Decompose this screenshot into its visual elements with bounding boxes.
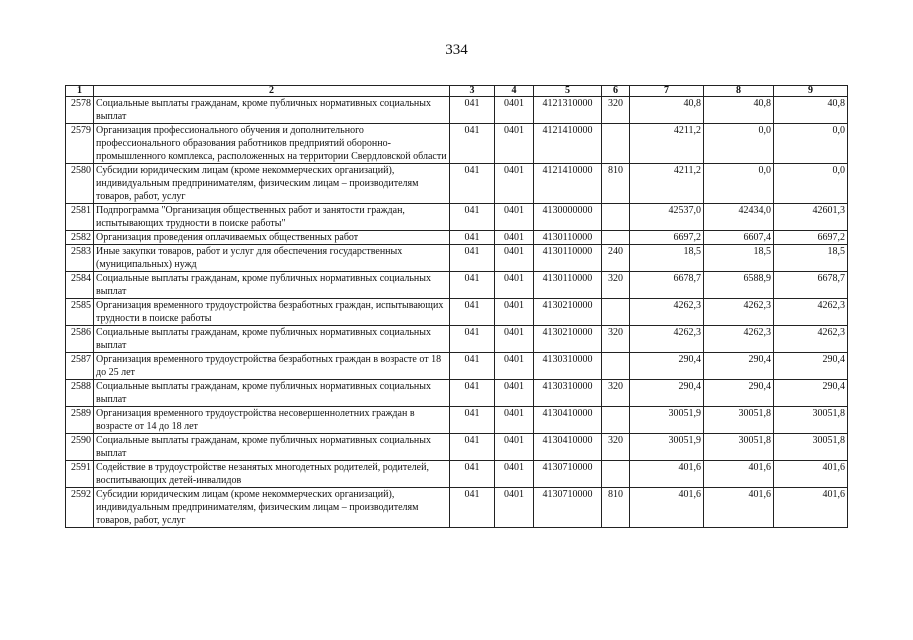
row-amount-7: 401,6: [630, 461, 704, 488]
row-amount-9: 290,4: [774, 353, 848, 380]
row-amount-8: 0,0: [704, 124, 774, 164]
row-code-6: [602, 124, 630, 164]
column-header: 9: [774, 86, 848, 97]
row-amount-9: 42601,3: [774, 204, 848, 231]
row-code-4: 0401: [495, 434, 534, 461]
row-number: 2589: [66, 407, 94, 434]
row-code-4: 0401: [495, 97, 534, 124]
row-name: Социальные выплаты гражданам, кроме публичных нормативных социальных выплат: [94, 272, 450, 299]
row-name: Организация профессионального обучения и дополнительного профессионального образования работников предприятий оборонно-промышленного комплекса, расположенных на территории Свердловской области: [94, 124, 450, 164]
row-code-3: 041: [450, 299, 495, 326]
row-code-6: [602, 461, 630, 488]
row-amount-9: 401,6: [774, 488, 848, 528]
table-body: [66, 97, 848, 528]
row-number: 2586: [66, 326, 94, 353]
row-name: Субсидии юридическим лицам (кроме некоммерческих организаций), индивидуальным предпринимателям, физическим лицам – производителям товаров, работ, услуг: [94, 164, 450, 204]
row-code-5: 4130210000: [534, 299, 602, 326]
row-code-4: 0401: [495, 326, 534, 353]
row-code-4: 0401: [495, 231, 534, 245]
row-number: 2578: [66, 97, 94, 124]
row-name: Содействие в трудоустройстве незанятых многодетных родителей, родителей, воспитывающих детей-инвалидов: [94, 461, 450, 488]
table-row: [66, 164, 848, 204]
row-number: 2583: [66, 245, 94, 272]
row-number: 2585: [66, 299, 94, 326]
row-amount-7: 4211,2: [630, 164, 704, 204]
table-row: [66, 204, 848, 231]
row-code-4: 0401: [495, 380, 534, 407]
table-header-row: [66, 86, 848, 97]
row-number: 2590: [66, 434, 94, 461]
row-amount-9: 30051,8: [774, 407, 848, 434]
row-amount-7: 4262,3: [630, 326, 704, 353]
row-code-5: 4130110000: [534, 231, 602, 245]
row-amount-9: 290,4: [774, 380, 848, 407]
row-code-3: 041: [450, 245, 495, 272]
table-row: [66, 407, 848, 434]
row-code-3: 041: [450, 353, 495, 380]
row-number: 2592: [66, 488, 94, 528]
row-code-3: 041: [450, 434, 495, 461]
row-code-3: 041: [450, 461, 495, 488]
row-amount-7: 42537,0: [630, 204, 704, 231]
row-code-6: [602, 204, 630, 231]
row-code-5: 4130110000: [534, 272, 602, 299]
row-amount-7: 30051,9: [630, 407, 704, 434]
row-amount-8: 0,0: [704, 164, 774, 204]
row-name: Организация временного трудоустройства безработных граждан, испытывающих трудности в поиске работы: [94, 299, 450, 326]
row-code-6: 320: [602, 97, 630, 124]
row-amount-8: 30051,8: [704, 434, 774, 461]
table-row: [66, 231, 848, 245]
row-code-4: 0401: [495, 272, 534, 299]
row-code-4: 0401: [495, 245, 534, 272]
row-code-6: 320: [602, 380, 630, 407]
row-code-3: 041: [450, 164, 495, 204]
row-amount-9: 18,5: [774, 245, 848, 272]
row-code-4: 0401: [495, 299, 534, 326]
row-name: Организация временного трудоустройства безработных граждан в возрасте от 18 до 25 лет: [94, 353, 450, 380]
row-code-5: 4130410000: [534, 434, 602, 461]
row-amount-9: 401,6: [774, 461, 848, 488]
row-amount-7: 30051,9: [630, 434, 704, 461]
row-amount-8: 30051,8: [704, 407, 774, 434]
row-amount-8: 401,6: [704, 461, 774, 488]
column-header: 4: [495, 86, 534, 97]
row-number: 2591: [66, 461, 94, 488]
row-amount-9: 0,0: [774, 164, 848, 204]
row-number: 2580: [66, 164, 94, 204]
row-amount-8: 401,6: [704, 488, 774, 528]
row-code-6: 320: [602, 434, 630, 461]
row-code-5: 4121410000: [534, 124, 602, 164]
row-amount-9: 0,0: [774, 124, 848, 164]
row-amount-7: 18,5: [630, 245, 704, 272]
row-number: 2587: [66, 353, 94, 380]
row-amount-7: 290,4: [630, 380, 704, 407]
table-row: [66, 380, 848, 407]
row-amount-7: 401,6: [630, 488, 704, 528]
row-number: 2582: [66, 231, 94, 245]
row-name: Социальные выплаты гражданам, кроме публичных нормативных социальных выплат: [94, 380, 450, 407]
row-code-3: 041: [450, 204, 495, 231]
row-amount-7: 6678,7: [630, 272, 704, 299]
row-amount-9: 6697,2: [774, 231, 848, 245]
table-row: [66, 97, 848, 124]
row-code-3: 041: [450, 124, 495, 164]
row-number: 2584: [66, 272, 94, 299]
row-code-4: 0401: [495, 164, 534, 204]
row-code-6: 240: [602, 245, 630, 272]
row-code-5: 4130210000: [534, 326, 602, 353]
row-code-5: 4130410000: [534, 407, 602, 434]
row-code-6: 320: [602, 326, 630, 353]
row-code-5: 4121410000: [534, 164, 602, 204]
row-amount-8: 4262,3: [704, 299, 774, 326]
row-amount-9: 4262,3: [774, 299, 848, 326]
row-code-5: 4121310000: [534, 97, 602, 124]
row-code-6: 810: [602, 488, 630, 528]
row-code-5: 4130310000: [534, 380, 602, 407]
row-number: 2579: [66, 124, 94, 164]
row-number: 2588: [66, 380, 94, 407]
row-code-6: [602, 299, 630, 326]
row-code-5: 4130310000: [534, 353, 602, 380]
column-header: 2: [94, 86, 450, 97]
row-code-4: 0401: [495, 488, 534, 528]
row-name: Социальные выплаты гражданам, кроме публичных нормативных социальных выплат: [94, 326, 450, 353]
table-row: [66, 326, 848, 353]
column-header: 8: [704, 86, 774, 97]
row-amount-9: 4262,3: [774, 326, 848, 353]
row-code-3: 041: [450, 380, 495, 407]
row-code-5: 4130710000: [534, 461, 602, 488]
row-amount-9: 6678,7: [774, 272, 848, 299]
row-code-5: 4130000000: [534, 204, 602, 231]
row-code-3: 041: [450, 97, 495, 124]
row-amount-8: 18,5: [704, 245, 774, 272]
row-code-3: 041: [450, 231, 495, 245]
row-code-3: 041: [450, 488, 495, 528]
row-code-6: 810: [602, 164, 630, 204]
row-amount-8: 42434,0: [704, 204, 774, 231]
row-code-4: 0401: [495, 353, 534, 380]
row-code-4: 0401: [495, 407, 534, 434]
column-header: 3: [450, 86, 495, 97]
row-amount-9: 30051,8: [774, 434, 848, 461]
row-code-6: [602, 231, 630, 245]
row-amount-8: 6588,9: [704, 272, 774, 299]
row-code-3: 041: [450, 326, 495, 353]
row-code-6: [602, 407, 630, 434]
table-row: [66, 488, 848, 528]
row-name: Социальные выплаты гражданам, кроме публичных нормативных социальных выплат: [94, 97, 450, 124]
row-amount-7: 40,8: [630, 97, 704, 124]
table-row: [66, 124, 848, 164]
table-row: [66, 461, 848, 488]
row-amount-7: 4262,3: [630, 299, 704, 326]
row-code-6: 320: [602, 272, 630, 299]
row-code-4: 0401: [495, 204, 534, 231]
row-amount-8: 290,4: [704, 380, 774, 407]
row-amount-7: 290,4: [630, 353, 704, 380]
row-name: Организация временного трудоустройства несовершеннолетних граждан в возрасте от 14 до 18 лет: [94, 407, 450, 434]
row-name: Социальные выплаты гражданам, кроме публичных нормативных социальных выплат: [94, 434, 450, 461]
row-code-5: 4130710000: [534, 488, 602, 528]
row-code-3: 041: [450, 407, 495, 434]
row-code-4: 0401: [495, 461, 534, 488]
table-row: [66, 299, 848, 326]
row-amount-7: 4211,2: [630, 124, 704, 164]
page-number: 334: [445, 42, 468, 58]
row-code-4: 0401: [495, 124, 534, 164]
row-name: Организация проведения оплачиваемых общественных работ: [94, 231, 450, 245]
row-number: 2581: [66, 204, 94, 231]
row-amount-9: 40,8: [774, 97, 848, 124]
budget-table: [65, 85, 848, 528]
row-amount-8: 40,8: [704, 97, 774, 124]
row-code-3: 041: [450, 272, 495, 299]
row-amount-8: 290,4: [704, 353, 774, 380]
column-header: 6: [602, 86, 630, 97]
row-amount-7: 6697,2: [630, 231, 704, 245]
column-header: 1: [66, 86, 94, 97]
row-amount-8: 6607,4: [704, 231, 774, 245]
column-header: 7: [630, 86, 704, 97]
table-row: [66, 353, 848, 380]
table-row: [66, 272, 848, 299]
row-name: Иные закупки товаров, работ и услуг для обеспечения государственных (муниципальных) нужд: [94, 245, 450, 272]
table-row: [66, 434, 848, 461]
row-code-6: [602, 353, 630, 380]
column-header: 5: [534, 86, 602, 97]
row-amount-8: 4262,3: [704, 326, 774, 353]
row-code-5: 4130110000: [534, 245, 602, 272]
row-name: Подпрограмма "Организация общественных работ и занятости граждан, испытывающих трудности в поиске работы": [94, 204, 450, 231]
table-row: [66, 245, 848, 272]
row-name: Субсидии юридическим лицам (кроме некоммерческих организаций), индивидуальным предпринимателям, физическим лицам – производителям товаров, работ, услуг: [94, 488, 450, 528]
